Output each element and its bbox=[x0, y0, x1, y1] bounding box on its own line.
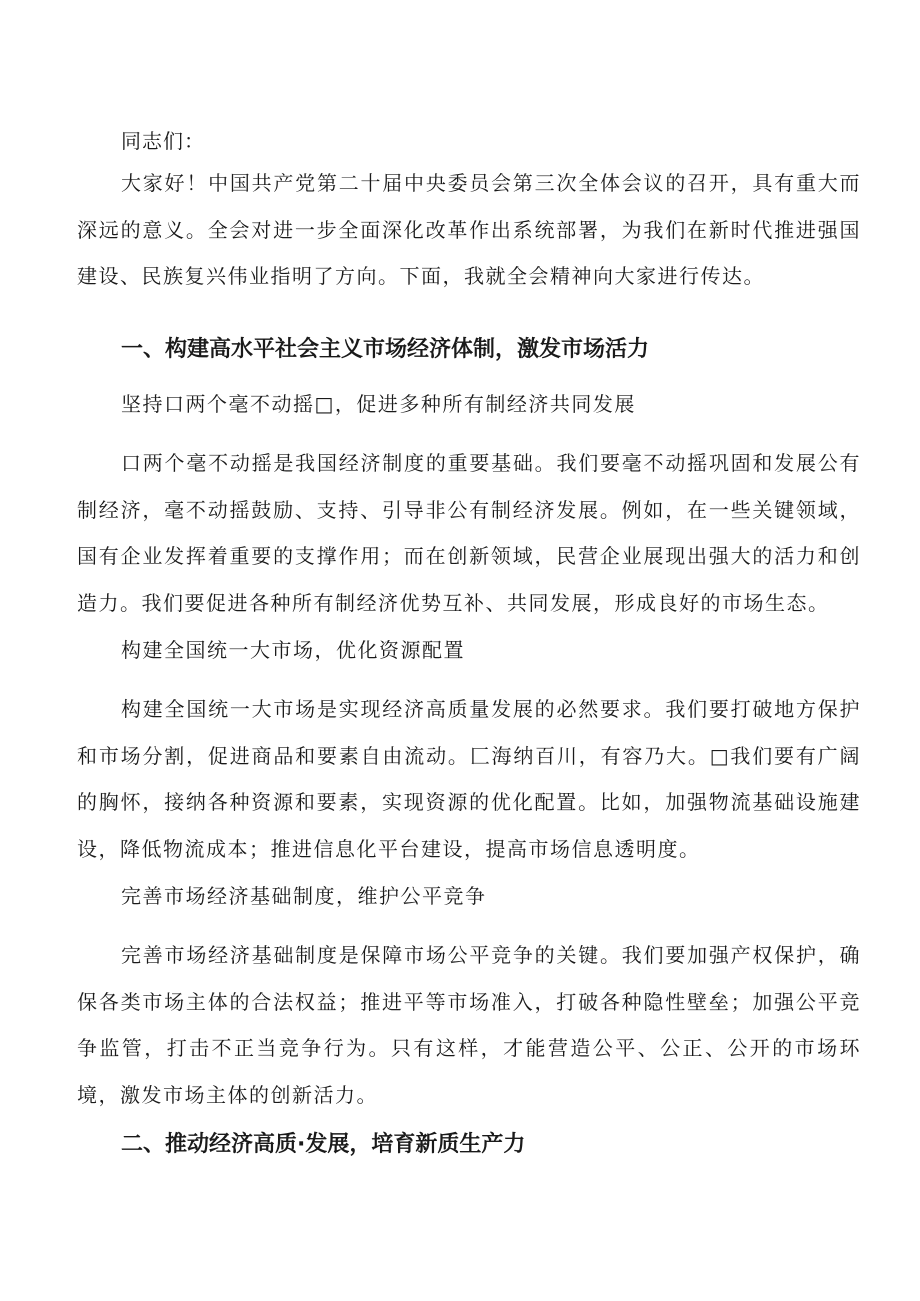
section-1-paragraph-3: 完善市场经济基础制度是保障市场公平竞争的关键。我们要加强产权保护，确保各类市场主体的合法权益；推进平等市场准入，打破各种隐性壁垒；加强公平竞争监管，打击不正当竞争行为。只有这样，才能营造公平、公正、公开的市场环境，激发市场主体的创新活力。 bbox=[77, 943, 861, 1107]
section-2-heading: 二、推动经济高质·发展，培育新质生产力 bbox=[121, 1132, 526, 1157]
section-1-subheading-2: 构建全国统一大市场，优化资源配置 bbox=[121, 638, 465, 662]
greeting: 同志们： bbox=[121, 129, 205, 153]
intro-paragraph: 大家好！中国共产党第二十届中央委员会第三次全体会议的召开，具有重大而深远的意义。全会对进一步全面深化改革作出系统部署，为我们在新时代推进强国建设、民族复兴伟业指明了方向。下面，我就全会精神向大家进行传达。 bbox=[77, 171, 861, 288]
section-1-paragraph-2: 构建全国统一大市场是实现经济高质量发展的必然要求。我们要打破地方保护和市场分割，促进商品和要素自由流动。匚海纳百川，有容乃大。□我们要有广阔的胸怀，接纳各种资源和要素，实现资源的优化配置。比如，加强物流基础设施建设，降低物流成本；推进信息化平台建设，提高市场信息透明度。 bbox=[77, 697, 861, 861]
section-1-paragraph-1: 口两个毫不动摇是我国经济制度的重要基础。我们要毫不动摇巩固和发展公有制经济，毫不动摇鼓励、支持、引导非公有制经济发展。例如，在一些关键领域，国有企业发挥着重要的支撑作用；而在创新领域，民营企业展现出强大的活力和创造力。我们要促进各种所有制经济优势互补、共同发展，形成良好的市场生态。 bbox=[77, 451, 861, 615]
section-1-subheading-3: 完善市场经济基础制度，维护公平竞争 bbox=[121, 884, 487, 908]
section-1-subheading-1: 坚持口两个毫不动摇□，促进多种所有制经济共同发展 bbox=[121, 392, 636, 416]
section-1-heading: 一、构建高水平社会主义市场经济体制，激发市场活力 bbox=[121, 337, 650, 362]
